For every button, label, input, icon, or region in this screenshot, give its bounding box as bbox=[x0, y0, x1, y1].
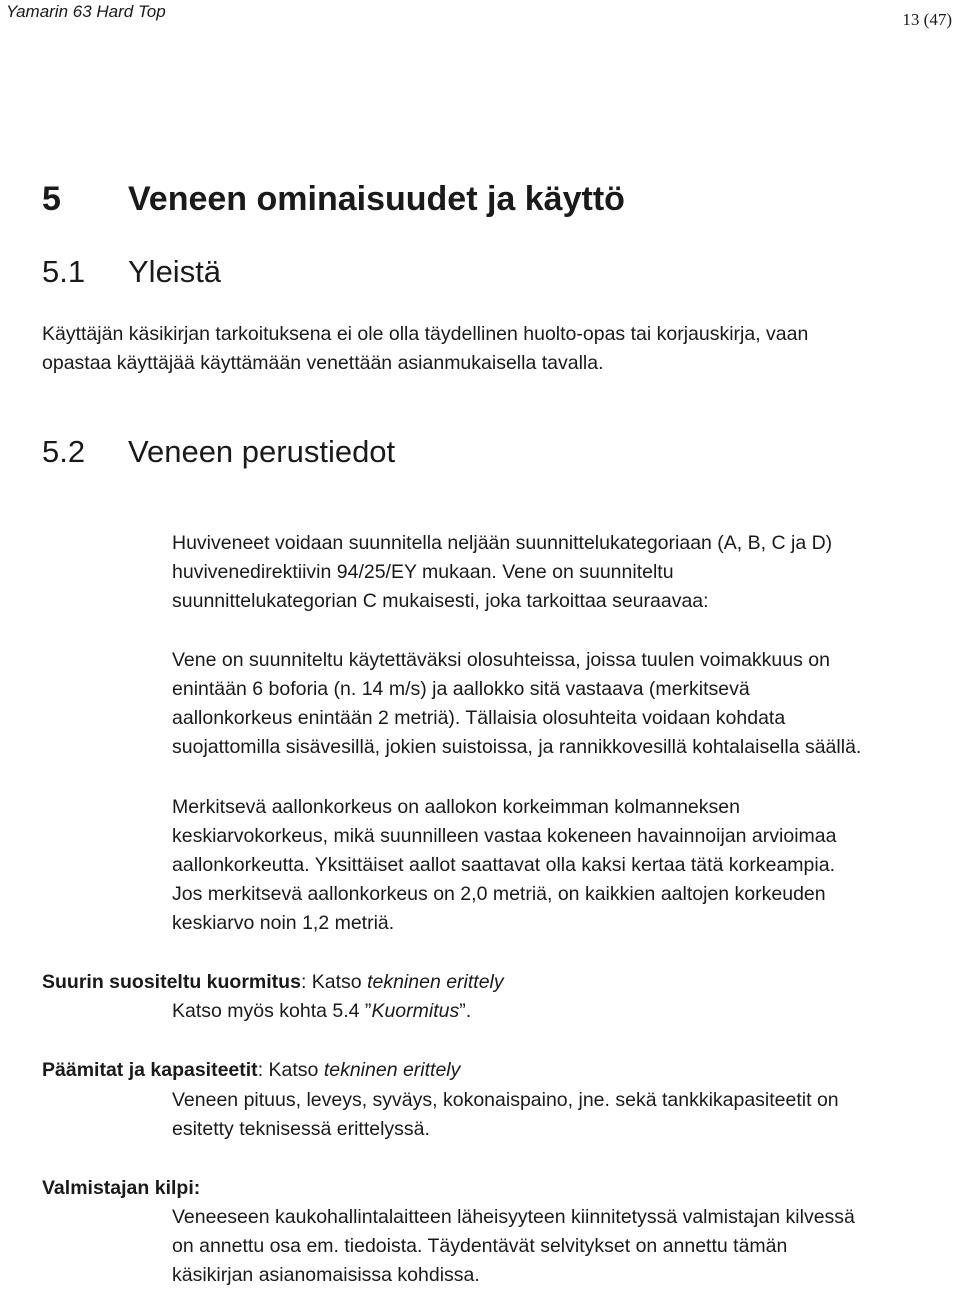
spec-reference: tekninen erittely bbox=[323, 1059, 461, 1081]
text-span: : Katso bbox=[257, 1059, 324, 1081]
heading-text: Veneen perustiedot bbox=[128, 434, 396, 469]
max-load-line bbox=[42, 968, 504, 997]
wave-height-paragraph bbox=[172, 793, 836, 938]
intro-paragraph bbox=[42, 320, 808, 378]
load-section-reference: Kuormitus bbox=[371, 1000, 460, 1022]
text-line: käsikirjan asianomaisissa kohdissa. bbox=[172, 1264, 480, 1286]
manufacturer-plate-label: Valmistajan kilpi: bbox=[42, 1177, 201, 1199]
text-line: Merkitsevä aallonkorkeus on aallokon korkeimman kolmanneksen bbox=[172, 796, 740, 818]
heading-text: Veneen ominaisuudet ja käyttö bbox=[128, 180, 625, 218]
dimensions-paragraph bbox=[172, 1086, 839, 1144]
text-span: Katso myös kohta 5.4 ” bbox=[172, 1000, 372, 1022]
text-line: Vene on suunniteltu käytettäväksi olosuhteissa, joissa tuulen voimakkuus on bbox=[172, 649, 830, 671]
load-see-also-line bbox=[172, 997, 471, 1026]
conditions-paragraph bbox=[172, 646, 861, 762]
heading-number: 5.2 bbox=[42, 434, 86, 469]
text-line: opastaa käyttäjää käyttämään venettään asianmukaisella tavalla. bbox=[42, 352, 604, 374]
text-line: Veneeseen kaukohallintalaitteen läheisyyteen kiinnitetyssä valmistajan kilvessä bbox=[172, 1206, 855, 1228]
text-line: on annettu osa em. tiedoista. Täydentävät selvitykset on annettu tämän bbox=[172, 1235, 788, 1257]
document-title: Yamarin 63 Hard Top bbox=[6, 2, 166, 21]
heading-section-5-1 bbox=[42, 254, 221, 290]
dimensions-line bbox=[42, 1056, 460, 1085]
text-line: aallonkorkeus enintään 2 metriä). Tällaisia olosuhteita voidaan kohdata bbox=[172, 707, 786, 729]
text-line: esitetty teknisessä erittelyssä. bbox=[172, 1118, 430, 1140]
text-line: Jos merkitsevä aallonkorkeus on 2,0 metriä, on kaikkien aaltojen korkeuden bbox=[172, 883, 826, 905]
heading-number: 5 bbox=[42, 180, 61, 218]
text-line: keskiarvo noin 1,2 metriä. bbox=[172, 912, 395, 934]
text-line: suunnittelukategorian C mukaisesti, joka tarkoittaa seuraavaa: bbox=[172, 590, 709, 612]
max-load-label: Suurin suositeltu kuormitus bbox=[42, 971, 301, 993]
heading-section-5 bbox=[42, 180, 625, 219]
category-paragraph bbox=[172, 529, 832, 616]
text-span: ”. bbox=[459, 1000, 472, 1022]
heading-section-5-2 bbox=[42, 434, 395, 470]
heading-number: 5.1 bbox=[42, 254, 86, 289]
text-line: Huviveneet voidaan suunnitella neljään suunnittelukategoriaan (A, B, C ja D) bbox=[172, 532, 833, 554]
text-line: huvivenedirektiivin 94/25/EY mukaan. Vene on suunniteltu bbox=[172, 561, 674, 583]
text-line: keskiarvokorkeus, mikä suunnilleen vastaa kokeneen havainnoijan arvioimaa bbox=[172, 825, 837, 847]
text-line: enintään 6 boforia (n. 14 m/s) ja aallokko sitä vastaava (merkitsevä bbox=[172, 678, 750, 700]
text-line: aallonkorkeutta. Yksittäiset aallot saattavat olla kaksi kertaa tätä korkeampia. bbox=[172, 854, 835, 876]
manufacturer-plate-paragraph bbox=[172, 1203, 855, 1290]
text-line: suojattomilla sisävesillä, jokien suistoissa, ja rannikkovesillä kohtalaisella säällä. bbox=[172, 736, 862, 758]
text-span: : Katso bbox=[300, 971, 368, 993]
text-line: Veneen pituus, leveys, syväys, kokonaispaino, jne. sekä tankkikapasiteetit on bbox=[172, 1089, 839, 1111]
spec-reference: tekninen erittely bbox=[367, 971, 504, 993]
heading-text: Yleistä bbox=[128, 254, 222, 289]
text-line: Käyttäjän käsikirjan tarkoituksena ei ole olla täydellinen huolto-opas tai korjauskirja, vaan bbox=[42, 323, 809, 345]
dimensions-label: Päämitat ja kapasiteetit bbox=[42, 1059, 258, 1081]
page-number: 13 (47) bbox=[902, 10, 952, 29]
